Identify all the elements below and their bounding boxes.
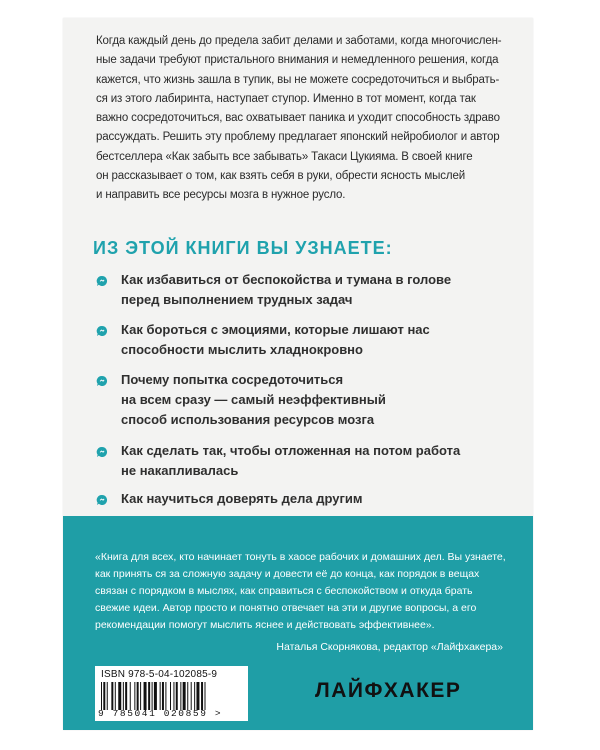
- barcode-bars: [101, 682, 242, 710]
- bullet-item: [96, 270, 516, 310]
- bullet-text: [121, 370, 516, 430]
- barcode-bar: [191, 682, 192, 710]
- bullet-item: [96, 370, 516, 430]
- barcode-bar: [162, 682, 164, 710]
- barcode-bar: [125, 682, 127, 710]
- bullet-line: на всем сразу — самый неэффективный: [121, 392, 386, 407]
- bullet-text: [121, 270, 516, 310]
- barcode-bar: [107, 682, 108, 710]
- chat-bubble-icon: [96, 446, 108, 458]
- barcode-bar: [101, 682, 102, 710]
- intro-line: ся из этого лабиринта, наступает ступор. Именно в тот момент, когда так: [96, 92, 476, 105]
- intro-line: он рассказывает о том, как взять себя в руки, обрести ясность мыслей: [96, 170, 465, 183]
- chat-bubble-icon: [96, 275, 108, 287]
- intro-line: Когда каждый день до предела забит делами и заботами, когда многочислен-: [96, 35, 502, 47]
- intro-line: бестселлера «Как забыть все забывать» Такаси Цукияма. В своей книге: [96, 150, 473, 163]
- barcode-bar: [205, 682, 206, 710]
- barcode-bar: [134, 682, 135, 710]
- barcode-bar: [148, 682, 150, 710]
- barcode-bar: [196, 682, 199, 710]
- barcode-bar: [176, 682, 178, 710]
- chat-bubble-icon: [96, 494, 108, 506]
- barcode-bar: [115, 682, 116, 710]
- bullet-list: [96, 270, 516, 509]
- barcode-bar: [165, 682, 166, 710]
- chat-bubble-icon: [96, 375, 108, 387]
- bullet-line: способности мыслить хладнокровно: [121, 342, 363, 357]
- bullet-line: не накапливалась: [121, 463, 239, 478]
- barcode-bar: [154, 682, 157, 710]
- quote-attribution: Наталья Скорнякова, редактор «Лайфхакера»: [276, 641, 503, 653]
- intro-paragraph: [96, 32, 506, 206]
- bullet-item: [96, 320, 516, 360]
- bullet-line: Как избавиться от беспокойства и тумана в голове: [121, 272, 452, 287]
- barcode-bar: [137, 682, 139, 710]
- barcode-bar: [180, 682, 181, 710]
- chat-bubble-icon: [96, 325, 108, 337]
- bullet-item: [96, 441, 516, 481]
- quote-line: «Книга для всех, кто начинает тонуть в хаосе рабочих и домашних дел. Вы узнаете,: [95, 551, 506, 563]
- barcode-bar: [140, 682, 141, 710]
- barcode-bar: [118, 682, 121, 710]
- barcode-bar: [173, 682, 174, 710]
- bullet-text: [121, 441, 516, 481]
- intro-line: кажется, что жизнь зашла в тупик, вы не можете сосредоточиться и выбрать-: [96, 73, 500, 86]
- barcode-bar: [111, 682, 113, 710]
- barcode-bar: [194, 682, 195, 710]
- bullet-line: Как научиться доверять дела другим: [121, 491, 363, 506]
- book-back-cover: [63, 18, 533, 730]
- barcode-bar: [183, 682, 186, 710]
- bullet-item: [96, 489, 516, 509]
- quote-line: рекомендации помогут мыслить яснее и действовать эффективнее».: [95, 619, 435, 631]
- barcode-bar: [160, 682, 161, 710]
- quote-line: связан с порядком в мыслях, как справиться с беспокойством и откуда брать: [95, 585, 473, 597]
- barcode-bar: [130, 682, 131, 710]
- barcode: [95, 666, 248, 721]
- isbn-label: ISBN 978-5-04-102085-9: [101, 669, 218, 680]
- bullet-line: способ использования ресурсов мозга: [121, 412, 375, 427]
- barcode-bar: [201, 682, 203, 710]
- bullet-line: перед выполнением трудных задач: [121, 292, 353, 307]
- bullet-line: Как сделать так, чтобы отложенная на потом работа: [121, 443, 461, 458]
- barcode-bar: [152, 682, 153, 710]
- barcode-bar: [103, 682, 105, 710]
- bullet-text: [121, 489, 516, 509]
- barcode-bar: [144, 682, 147, 710]
- bullet-line: Как бороться с эмоциями, которые лишают нас: [121, 322, 430, 337]
- intro-line: ные задачи требуют пристального внимания и немедленного решения, когда: [96, 54, 499, 67]
- intro-line: и направить все ресурсы мозга в нужное русло.: [96, 189, 346, 202]
- section-heading: ИЗ ЭТОЙ КНИГИ ВЫ УЗНАЕТЕ:: [93, 238, 393, 258]
- barcode-bar: [123, 682, 124, 710]
- review-quote: [95, 549, 506, 634]
- intro-line: рассуждать. Решить эту проблему предлагает японский нейробиолог и автор: [96, 131, 500, 144]
- quote-line: как принять ся за сложную задачу и довести её до конца, как порядок в вещах: [95, 568, 480, 580]
- barcode-number: 9 785041 020859 >: [98, 708, 223, 719]
- quote-panel: [63, 516, 533, 730]
- publisher-logo: ЛАЙФХАКЕР: [315, 679, 462, 702]
- bullet-line: Почему попытка сосредоточиться: [121, 372, 344, 387]
- barcode-bar: [170, 682, 171, 710]
- quote-line: свежие идеи. Автор просто и понятно отвечает на эти и другие вопросы, а его: [95, 602, 477, 614]
- bullet-text: [121, 320, 516, 360]
- barcode-bar: [187, 682, 188, 710]
- intro-line: важно сосредоточиться, вас охватывает паника и уходит способность здраво: [96, 112, 500, 125]
